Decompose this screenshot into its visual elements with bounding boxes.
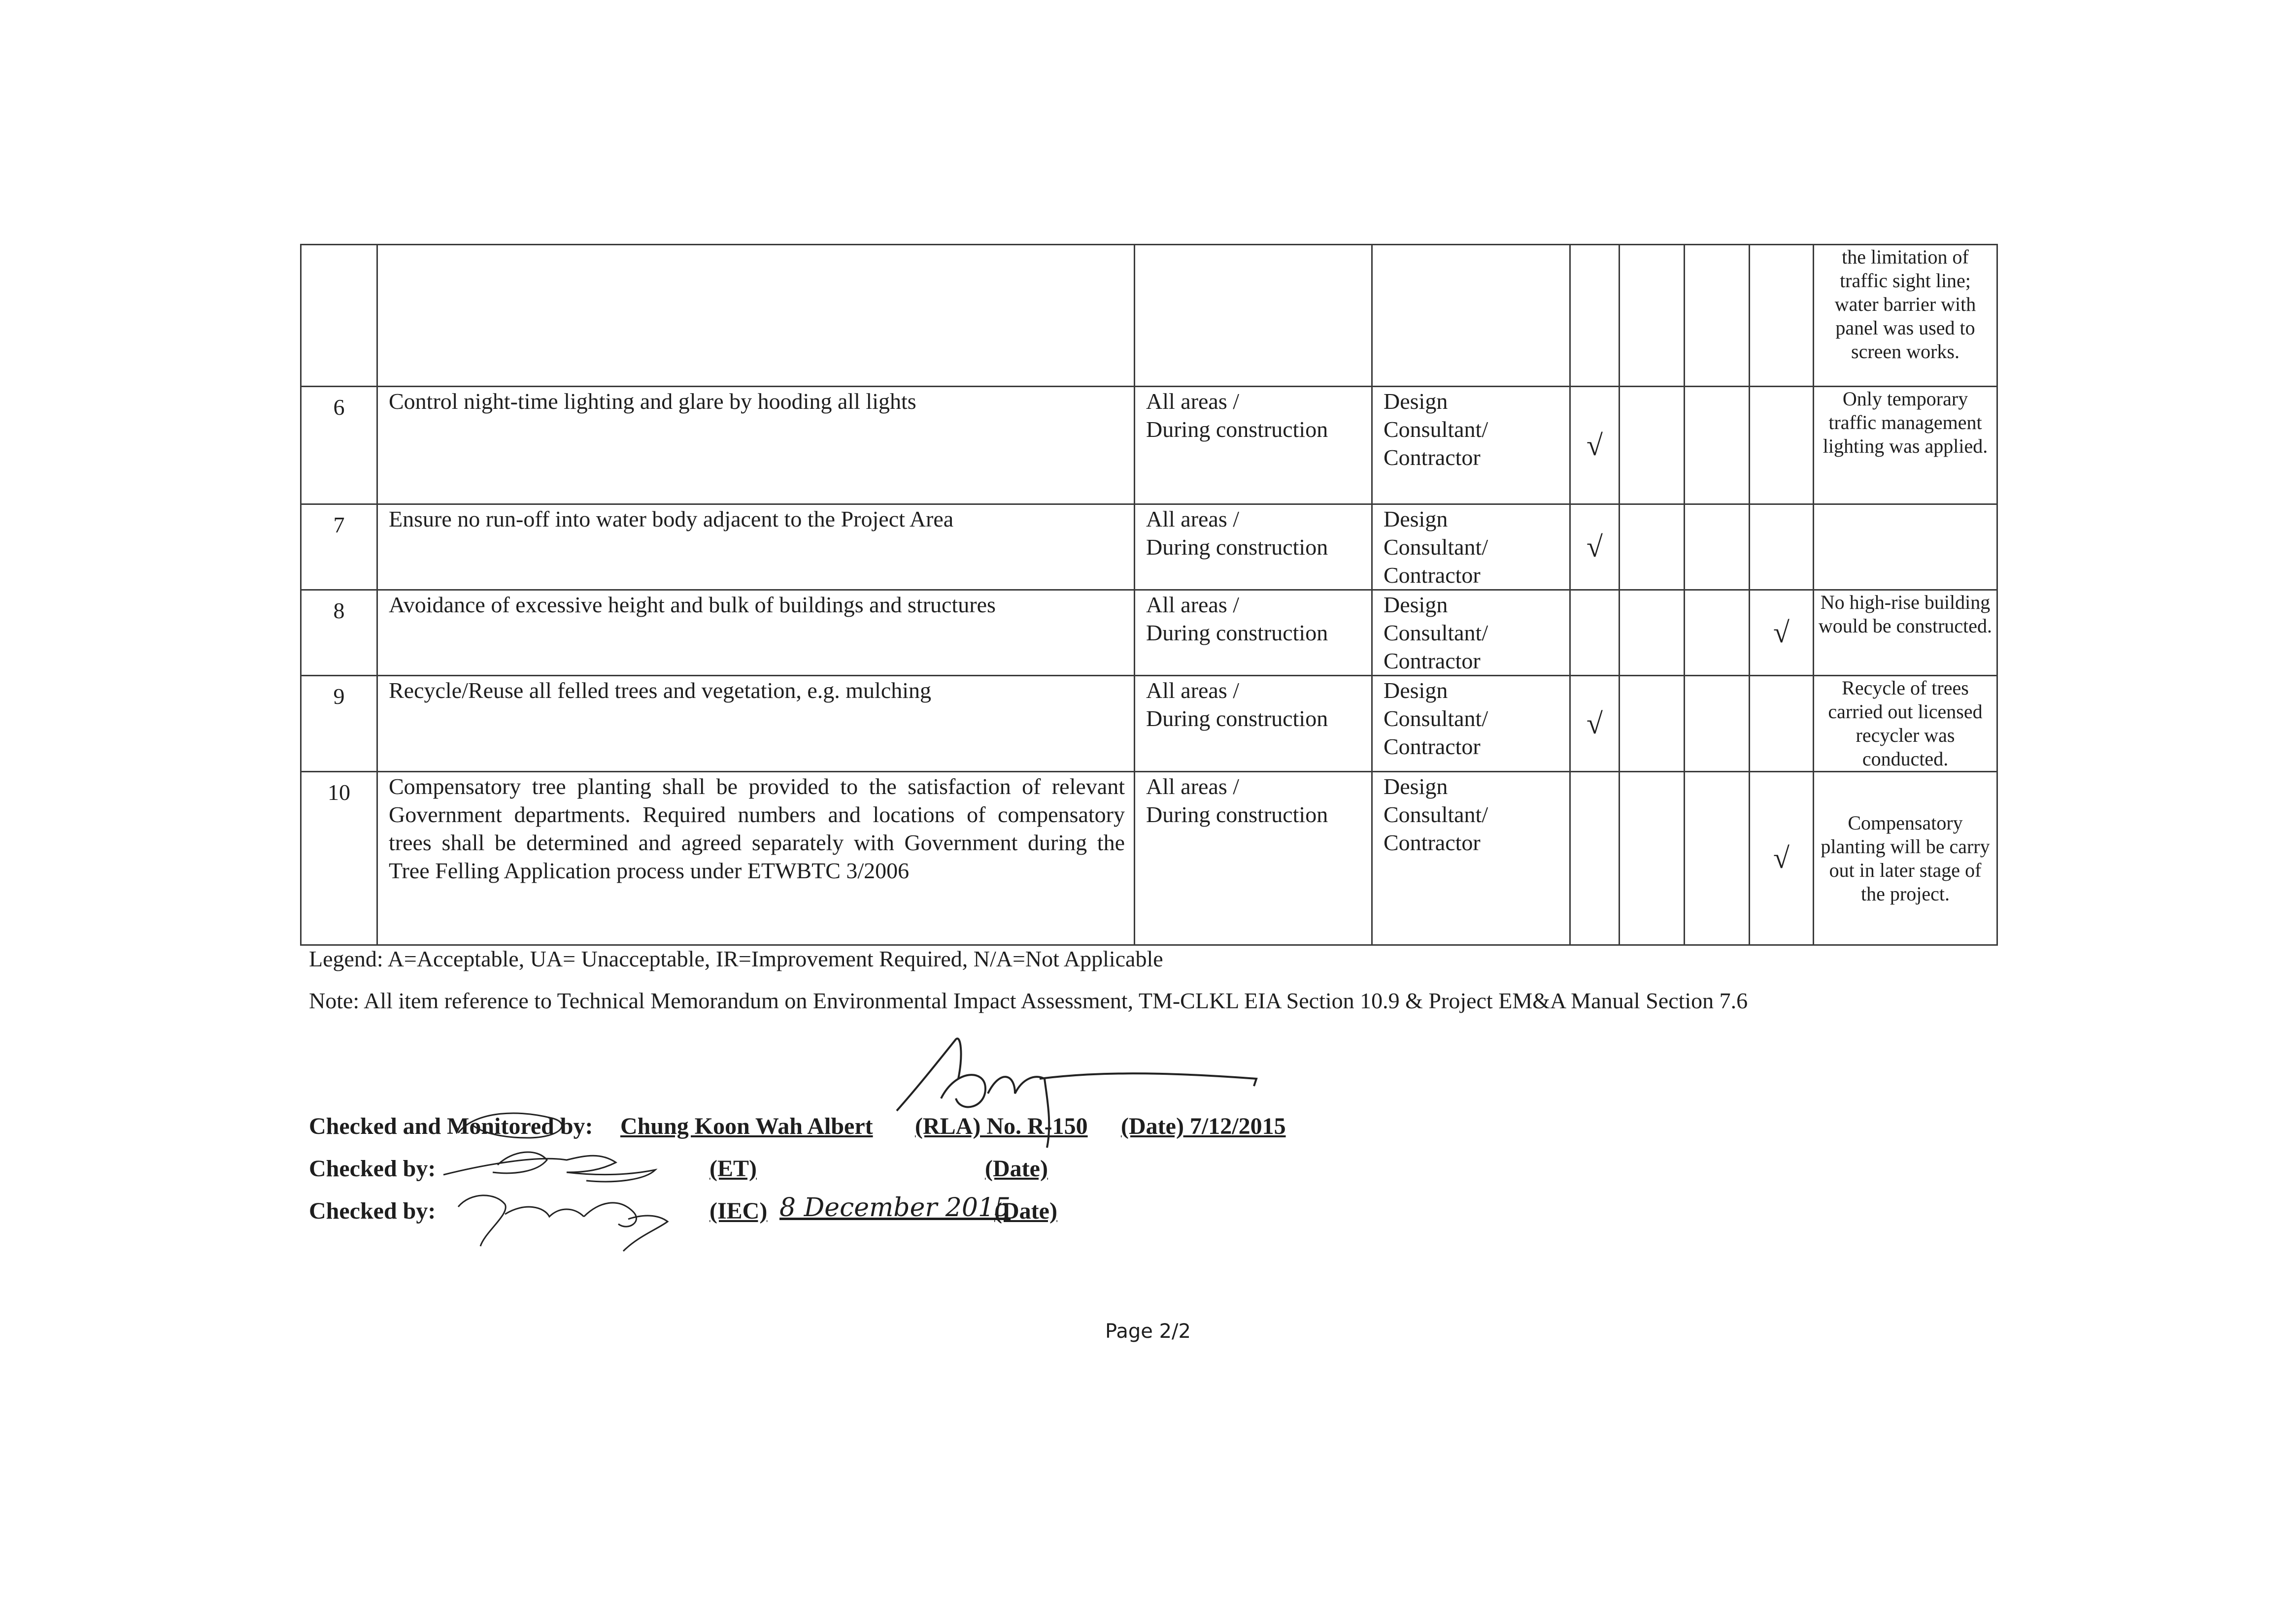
responsibility-cell: [1372, 387, 1570, 504]
responsibility-cell: [1372, 245, 1570, 387]
responsibility-line: Design: [1384, 592, 1448, 617]
table-row: [301, 590, 1997, 676]
responsibility-line: Contractor: [1384, 648, 1481, 673]
location-line: All areas /: [1146, 774, 1240, 799]
location-cell: [1135, 387, 1372, 504]
responsibility-line: Contractor: [1384, 734, 1481, 759]
location-line: During construction: [1146, 417, 1328, 442]
rla-number: (RLA) No. R-150: [915, 1113, 1088, 1139]
item-number-cell: 6: [301, 387, 377, 504]
responsibility-cell: [1372, 676, 1570, 772]
location-line: All areas /: [1146, 592, 1240, 617]
location-line: All areas /: [1146, 678, 1240, 703]
location-line: During construction: [1146, 620, 1328, 645]
table-row: [301, 387, 1997, 504]
status-mark-cell: √: [1750, 590, 1814, 676]
status-mark-cell: [1750, 245, 1814, 387]
iec-date-label: (Date): [994, 1198, 1057, 1224]
notes: [309, 945, 2083, 1028]
checked-by-iec-label: Checked by:: [309, 1198, 436, 1224]
status-mark-cell: √: [1750, 772, 1814, 945]
status-mark-cell: [1620, 245, 1685, 387]
status-mark-cell: [1570, 590, 1620, 676]
location-line: During construction: [1146, 706, 1328, 731]
page-number: Page 2/2: [1105, 1320, 1191, 1343]
iec-handwritten-date: 8 December 2015: [779, 1193, 1011, 1223]
location-line: During construction: [1146, 534, 1328, 560]
item-number-cell: 10: [301, 772, 377, 945]
item-number-cell: 8: [301, 590, 377, 676]
et-date-label: (Date): [985, 1156, 1048, 1182]
monitored-stamp-scribble: [453, 1103, 581, 1148]
legend-text: Legend: A=Acceptable, UA= Unacceptable, IR=Improvement Required, N/A=Not Applicable: [309, 946, 1163, 971]
iec-label: (IEC): [709, 1198, 768, 1224]
status-mark-cell: [1685, 590, 1750, 676]
compliance-table: [300, 244, 1998, 946]
item-description-cell: Recycle/Reuse all felled trees and vegetation, e.g. mulching: [377, 676, 1135, 772]
rla-signature: [882, 1025, 1276, 1158]
responsibility-line: Design: [1384, 678, 1448, 703]
remark-cell: the limitation of traffic sight line; water barrier with panel was used to screen works.: [1814, 245, 1997, 387]
item-description-cell: [377, 245, 1135, 387]
item-description-cell: Control night-time lighting and glare by hooding all lights: [377, 387, 1135, 504]
responsibility-line: Contractor: [1384, 445, 1481, 470]
remark-cell: Only temporary traffic management lighting was applied.: [1814, 387, 1997, 504]
item-description-cell: Avoidance of excessive height and bulk of buildings and structures: [377, 590, 1135, 676]
location-cell: [1135, 245, 1372, 387]
location-cell: [1135, 590, 1372, 676]
status-mark-cell: [1570, 245, 1620, 387]
item-number-cell: [301, 245, 377, 387]
page-footer: [0, 1320, 2296, 1343]
item-description-cell: Ensure no run-off into water body adjacent to the Project Area: [377, 504, 1135, 590]
responsibility-line: Consultant/: [1384, 417, 1488, 442]
status-mark-cell: [1685, 772, 1750, 945]
checked-and-monitored-label: Checked and Monitored by:: [309, 1113, 593, 1139]
table-row: [301, 504, 1997, 590]
iec-signature: [451, 1187, 687, 1261]
status-mark-cell: [1620, 387, 1685, 504]
rla-name: Chung Koon Wah Albert: [620, 1113, 873, 1139]
status-mark-cell: [1685, 387, 1750, 504]
item-number-cell: 7: [301, 504, 377, 590]
item-description-cell: Compensatory tree planting shall be provided to the satisfaction of relevant Government departments. Required numbers and locations of compensatory trees shall be determined and agreed separately with Government during the Tree Felling Application process under ETWBTC 3/2006: [377, 772, 1135, 945]
location-cell: [1135, 504, 1372, 590]
responsibility-line: Contractor: [1384, 830, 1481, 855]
status-mark-cell: √: [1570, 676, 1620, 772]
status-mark-cell: [1620, 772, 1685, 945]
status-mark-cell: [1620, 590, 1685, 676]
status-mark-cell: [1570, 772, 1620, 945]
table-row: [301, 772, 1997, 945]
status-mark-cell: [1750, 676, 1814, 772]
remark-cell: No high-rise building would be constructed.: [1814, 590, 1997, 676]
checked-by-et-label: Checked by:: [309, 1156, 436, 1182]
status-mark-cell: [1685, 504, 1750, 590]
responsibility-cell: [1372, 772, 1570, 945]
responsibility-line: Consultant/: [1384, 534, 1488, 560]
responsibility-line: Consultant/: [1384, 802, 1488, 827]
responsibility-line: Design: [1384, 774, 1448, 799]
location-line: All areas /: [1146, 389, 1240, 414]
item-number-cell: 9: [301, 676, 377, 772]
status-mark-cell: [1620, 504, 1685, 590]
status-mark-cell: [1620, 676, 1685, 772]
responsibility-cell: [1372, 504, 1570, 590]
location-cell: [1135, 676, 1372, 772]
status-mark-cell: √: [1570, 504, 1620, 590]
status-mark-cell: [1685, 676, 1750, 772]
status-mark-cell: √: [1570, 387, 1620, 504]
table-row: [301, 245, 1997, 387]
status-mark-cell: [1750, 387, 1814, 504]
rla-date: (Date) 7/12/2015: [1121, 1113, 1286, 1139]
status-mark-cell: [1685, 245, 1750, 387]
et-label: (ET): [709, 1156, 757, 1182]
remark-cell: Recycle of trees carried out licensed recycler was conducted.: [1814, 676, 1997, 772]
responsibility-line: Contractor: [1384, 563, 1481, 588]
remark-cell: Compensatory planting will be carry out in later stage of the project.: [1814, 772, 1997, 945]
table-row: [301, 676, 1997, 772]
responsibility-line: Consultant/: [1384, 620, 1488, 645]
remark-cell: [1814, 504, 1997, 590]
responsibility-line: Design: [1384, 389, 1448, 414]
status-mark-cell: [1750, 504, 1814, 590]
location-line: All areas /: [1146, 506, 1240, 531]
note-text: Note: All item reference to Technical Memorandum on Environmental Impact Assessment, TM-CLKL EIA Section 10.9 & Project EM&A Manual Section 7.6: [309, 988, 1748, 1013]
responsibility-line: Design: [1384, 506, 1448, 531]
location-cell: [1135, 772, 1372, 945]
location-line: During construction: [1146, 802, 1328, 827]
responsibility-line: Consultant/: [1384, 706, 1488, 731]
responsibility-cell: [1372, 590, 1570, 676]
